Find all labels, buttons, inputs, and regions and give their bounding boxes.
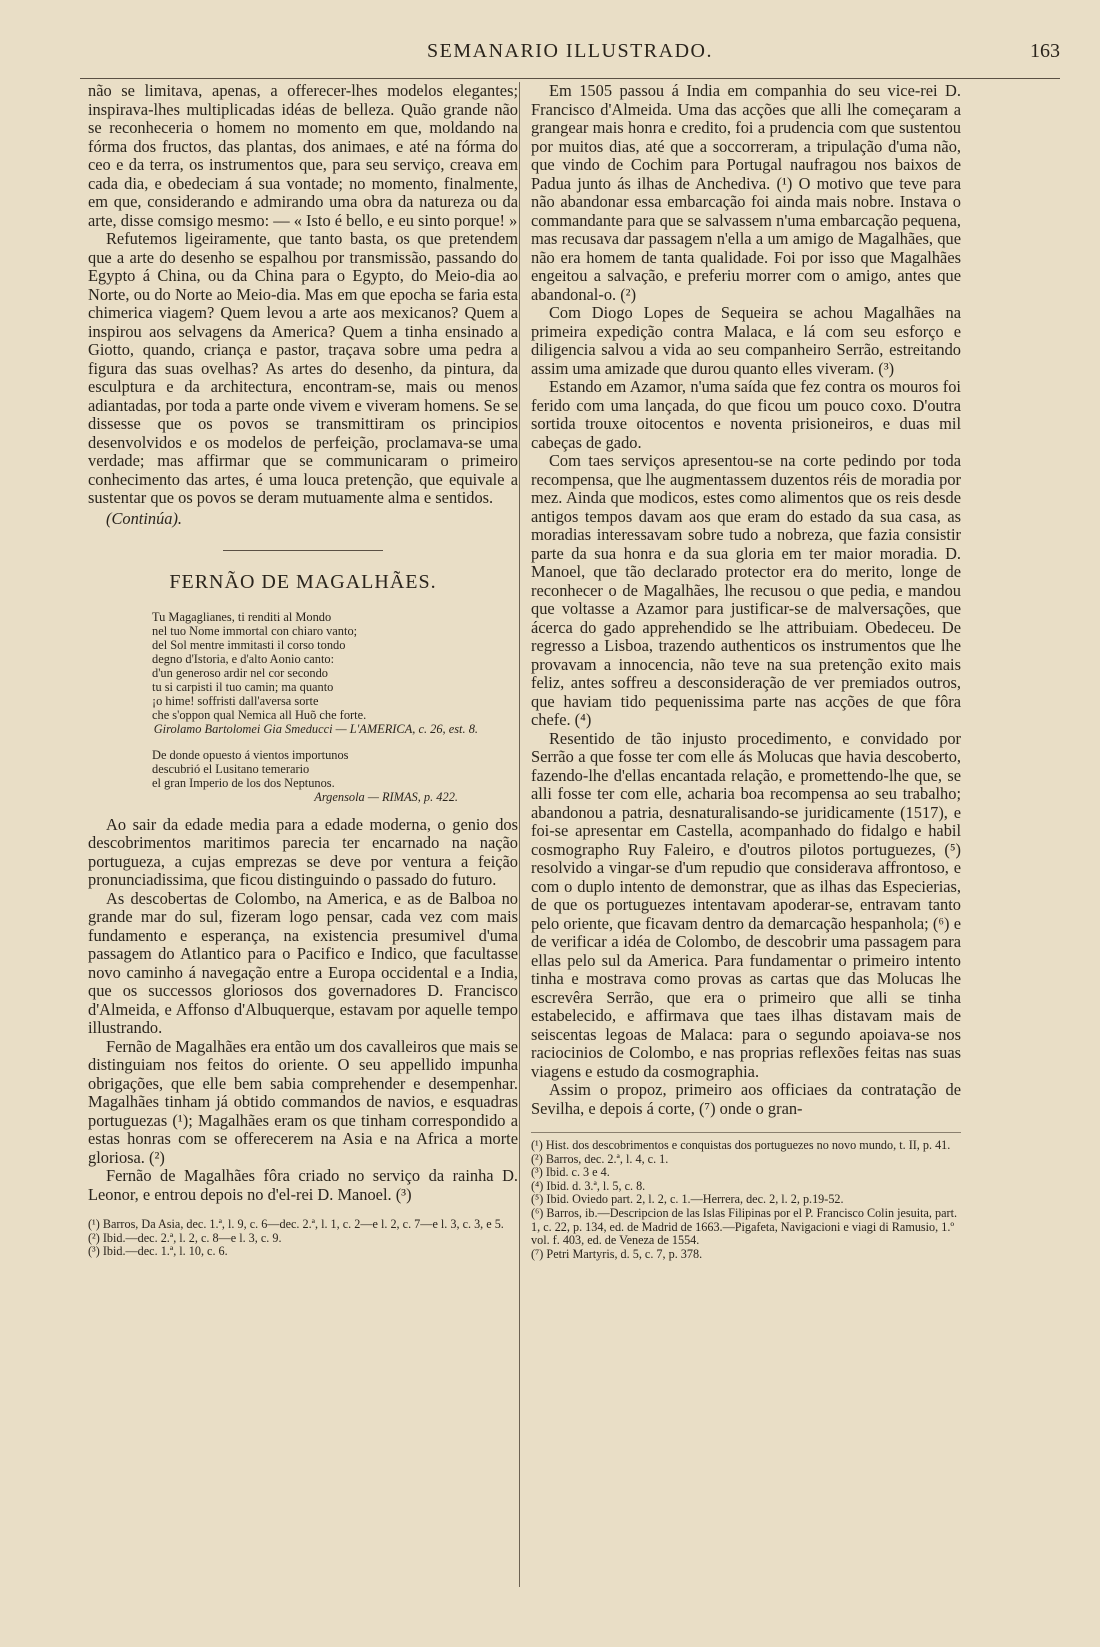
page-number: 163 (1030, 40, 1060, 62)
epigraph-italian (152, 610, 518, 736)
epigraph-spanish (152, 748, 518, 804)
footnote: (³) Ibid. c. 3 e 4. (531, 1165, 610, 1180)
epigraph-line: del Sol mentre immitasti il corso tondo (152, 637, 346, 652)
article-title: FERNÃO DE MAGALHÃES. (169, 571, 437, 593)
right-column (531, 82, 961, 1261)
paragraph: Fernão de Magalhães era então um dos cavalleiros que mais se distinguiam nos feitos do oriente. O seu appellido impunha obrigações, que elle bem sabia comprehender e desempenhar. Magalhães tinham já obtido commandos de navios, e esquadras portuguezas (¹); Magalhães eram os que tinham correspondido a estas honras com se offerecerem na Asia e na Africa a morte gloriosa. (²) (88, 1036, 518, 1167)
page-header (80, 38, 1060, 79)
epigraph-line: el gran Imperio de los dos Neptunos. (152, 775, 335, 790)
paragraph: Ao sair da edade media para a edade moderna, o genio dos descobrimentos maritimos parecia ter encarnado na nação portugueza, a cujas emprezas se deve por ventura a feição pronunciadissima, que ficou distinguindo o passado do futuro. (88, 814, 518, 889)
paragraph: Assim o propoz, primeiro aos officiaes da contratação de Sevilha, e depois á corte, (⁷) onde o gran- (531, 1080, 961, 1118)
epigraph-citation: Argensola — RIMAS, p. 422. (314, 789, 458, 804)
footnote: (¹) Hist. dos descobrimentos e conquistas dos portuguezes no novo mundo, t. II, p. 41. (531, 1138, 951, 1152)
epigraph-line: ¡o hime! soffristi dall'aversa sorte (152, 693, 319, 708)
epigraph-line: Tu Magaglianes, ti renditi al Mondo (152, 609, 332, 624)
footnote: (²) Ibid.—dec. 2.ª, l. 2, c. 8—e l. 3, c. 9. (88, 1230, 282, 1245)
footnote: (⁵) Ibid. Oviedo part. 2, l. 2, c. 1.—Herrera, dec. 2, l. 2, p.19-52. (531, 1192, 844, 1207)
epigraph-line: d'un generoso ardir nel cor secondo (152, 665, 328, 680)
epigraph-line: descubrió el Lusitano temerario (152, 761, 310, 776)
continued-note: (Continúa). (106, 508, 183, 528)
epigraph-line: che s'oppon qual Nemica all Huõ che forte. (152, 707, 367, 722)
footnote: (²) Barros, dec. 2.ª, l. 4, c. 1. (531, 1151, 669, 1166)
paragraph: não se limitava, apenas, a offerecer-lhes modelos elegantes; inspirava-lhes multiplicadas idéas de belleza. Quão grande não se reconheceria o homem no momento em que, moldando na fórma dos fructos, das plantas, dos animaes, e até na fórma do ceo e da terra, os instrumentos que, para seu serviço, creava em cada dia, e obedeciam á sua vontade; no momento, finalmente, em que, considerando e admirando uma obra da natureza ou da arte, disse comsigo mesmo: — « Isto é bello, e eu sinto porque! » (88, 81, 518, 230)
footnote: (³) Ibid.—dec. 1.ª, l. 10, c. 6. (88, 1244, 228, 1259)
paragraph: Estando em Azamor, n'uma saída que fez contra os mouros foi ferido com uma lançada, do que ficou um pouco coxo. D'outra sortida trouxe oitocentos e noventa prisioneiros, e duas mil cabeças de gado. (531, 377, 961, 452)
footnote: (¹) Barros, Da Asia, dec. 1.ª, l. 9, c. 6—dec. 2.ª, l. 1, c. 2—e l. 2, c. 7—e l. 3, c. 3, e 5. (88, 1217, 504, 1231)
footnotes-right (531, 1132, 961, 1261)
paragraph: Fernão de Magalhães fôra criado no serviço da rainha D. Leonor, e entrou depois no d'el-rei D. Manoel. (³) (88, 1166, 518, 1204)
paragraph: Com Diogo Lopes de Sequeira se achou Magalhães na primeira expedição contra Malaca, e lá com seu esforço e diligencia salvou a vida ao seu companheiro Serrão, estreitando assim uma amizade que durou quanto elles viveram. (³) (531, 303, 961, 378)
column-divider (519, 82, 520, 1587)
paragraph: As descobertas de Colombo, na America, e as de Balboa no grande mar do sul, fizeram logo pensar, cada vez com mais fundamento e esperança, na existencia presumivel d'uma passagem do Atlantico para o Pacifico e Indico, que facultasse novo caminho á navegação entre a Europa occidental e a India, que os successos gloriosos dos governadores D. Francisco d'Almeida, e Affonso d'Albuquerque, estavam por aquelle tempo illustrando. (88, 888, 518, 1037)
footnote-rule (531, 1132, 961, 1133)
epigraph-line: degno d'Istoria, e d'alto Aonio canto: (152, 651, 335, 666)
section-separator (223, 550, 383, 551)
epigraph-citation: Girolamo Bartolomei Gia Smeducci — L'AMERICA, c. 26, est. 8. (153, 721, 478, 736)
paragraph: Refutemos ligeiramente, que tanto basta, os que pretendem que a arte do desenho se espalhou por transmissão, passando do Egypto á China, ou da China para o Egypto, do Meio-dia ao Norte, ou do Norte ao Meio-dia. Mas em que epocha se faria esta chimerica viagem? Quem levou a arte aos mexicanos? Quem a inspirou aos selvagens da America? Quem a tinha ensinado a Giotto, quando, criança e pastor, traçava sobre uma pedra a figura das suas ovelhas? As artes do desenho, da pintura, da esculptura e da architectura, encontram-se, mais ou menos adiantadas, por toda a parte onde vivem e viveram homens. Se se dissesse que os povos se transmittiram os principios desenvolvidos e os modelos de perfeição, proclamava-se uma verdade; mas affirmar que se communicaram o primeiro conhecimento das artes, é uma louca pretenção, que equivale a sustentar que os povos se deram mutuamente alma e sentidos. (88, 229, 518, 507)
publication-title: SEMANARIO ILLUSTRADO. (427, 40, 713, 62)
paragraph: Em 1505 passou á India em companhia do seu vice-rei D. Francisco d'Almeida. Uma das acções que alli lhe começaram a grangear mais honra e credito, foi a prudencia com que sustentou por muitos dias, até que a soccorreram, a tripulação d'uma não, que vindo de Cochim para Portugal naufragou nos baixos de Padua junto ás ilhas de Anchediva. (¹) O motivo que teve para não abandonar essa embarcação foi ainda mais nobre. Instava o commandante para que se salvassem n'uma embarcação pequena, mas recusava dar passagem n'ella a um amigo de Magalhães, que não era homem de tanta qualidade. Foi por isso que Magalhães engeitou a salvação, e preferiu morrer com o amigo, antes que abandonal-o. (²) (531, 81, 961, 304)
footnotes-left (88, 1218, 518, 1259)
footnote: (⁴) Ibid. d. 3.ª, l. 5, c. 8. (531, 1178, 646, 1193)
left-column (88, 82, 518, 1259)
paragraph: Resentido de tão injusto procedimento, e convidado por Serrão a que fosse ter com elle ás Molucas que havia descoberto, fazendo-lhe d'ellas encantada relação, e promettendo-lhe que, se alli fosse ter com elle, acharia boa recompensa ao seu trabalho; abandonou a patria, desnaturalisando-se juridicamente (1517), e foi-se apresentar em Castella, acompanhado do fidalgo e habil cosmographo Ruy Faleiro, e d'outros pilotos portuguezes, (⁵) resolvido a vingar-se d'um repudio que considerava affrontoso, e com o duplo intento de demonstrar, que as ilhas das Especierias, de que os portuguezes intentavam apoderar-se, entravam tanto pelo oriente, que ficavam dentro da demarcação hespanhola; (⁶) e de verificar a idéa de Colombo, de descobrir uma passagem para ellas pelo sul da America. Para fundamentar o primeiro intento tinha e mostrava como provas as cartas que das Molucas lhe escrevêra Serrão, que era o primeiro que alli se tinha estabelecido, e affirmava que taes ilhas distavam mais de seiscentas legoas de Malaca: para o segundo apoiava-se nos raciocinios de Colombo, e nas proprias reflexões feitas nas suas viagens e estudo da cosmographia. (531, 728, 961, 1081)
epigraph-line: tu si carpisti il tuo camin; ma quanto (152, 679, 334, 694)
epigraph-line: nel tuo Nome immortal con chiaro vanto; (152, 623, 358, 638)
epigraph-line: De donde opuesto á vientos importunos (152, 747, 349, 762)
paragraph: Com taes serviços apresentou-se na corte pedindo por toda recompensa, que lhe augmentassem duzentos réis de moradia por mez. Ainda que modicos, estes como alimentos que os reis desde antigos tempos davam aos que eram do estado da sua casa, as moradias interessavam sobre tudo a nobreza, que fazia consistir parte da sua honra e da sua gloria em ter maior moradia. D. Manoel, que tão declarado protector era do merito, longe de reconhecer o de Magalhães, lhe recusou o que pedia, e mandou que voltasse a Azamor para justificar-se de malversações, que ácerca do gado apprehendido se lhe attribuiam. Obedeceu. De regresso a Lisboa, trazendo authenticos os instrumentos que lhe provavam a innocencia, não teve na sua pretenção exito mais feliz, antes soffreu a desconsideração de ver premiados outros, que haviam tido pequenissima parte nas acções de que fôra chefe. (⁴) (531, 451, 961, 729)
footnote: (⁷) Petri Martyris, d. 5, c. 7, p. 378. (531, 1246, 703, 1261)
footnote: (⁶) Barros, ib.—Descripcion de las Islas Filipinas por el P. Francisco Colin jesuita, part. 1, c. 22, p. 134, ed. de Madrid de 1663.—Pigafeta, Navigacioni e viagi di Ramusio, 1.º vol. f. 403, ed. de Veneza de 1554. (531, 1205, 957, 1248)
